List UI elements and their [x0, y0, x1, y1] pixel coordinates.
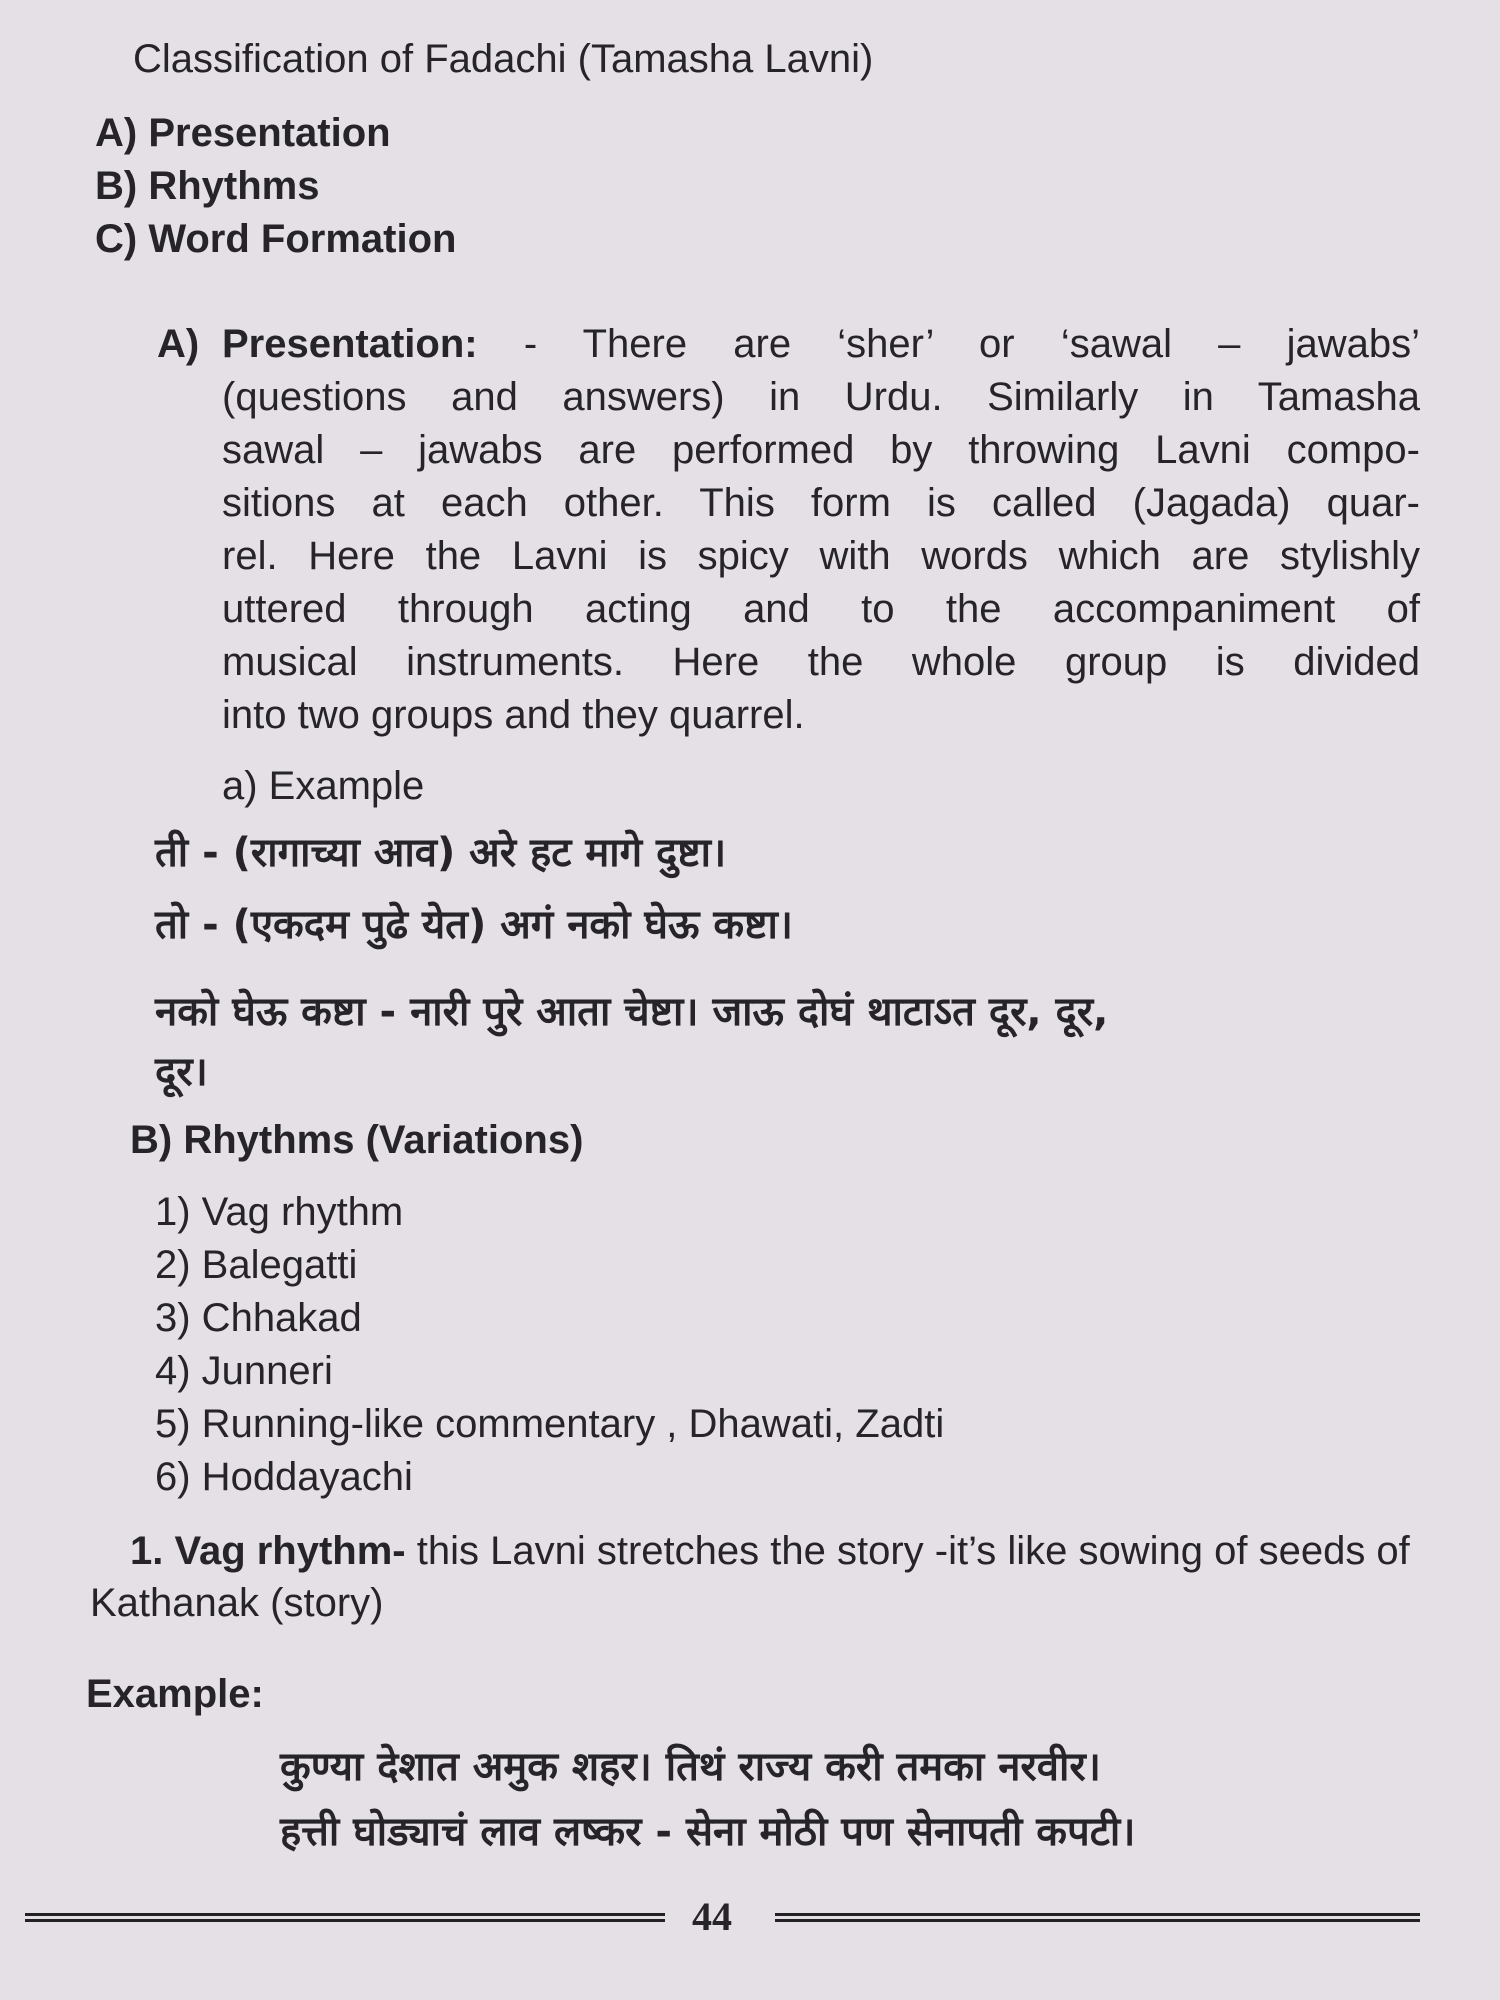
page-number: 44: [692, 1894, 732, 1939]
rhythm-list-item: 4) Junneri: [155, 1349, 333, 1393]
vag-rhythm-paragraph: [90, 1525, 1420, 1629]
presentation-line: sawal – jawabs are performed by throwing Lavni compo-: [222, 428, 1420, 472]
marathi-verse-line: तो - (एकदम पुढे येत) अगं नको घेऊ कष्टा।: [155, 902, 793, 948]
marathi-verse-line: हत्ती घोड्याचं लाव लष्कर - सेना मोठी पण सेनापती कपटी।: [280, 1809, 1136, 1855]
page-title: Classification of Fadachi (Tamasha Lavni): [133, 37, 874, 81]
marathi-verse-line: ती - (रागाच्या आव) अरे हट मागे दुष्टा।: [155, 830, 727, 876]
classification-item: A) Presentation: [95, 111, 391, 155]
presentation-heading: Presentation:: [222, 322, 478, 366]
rhythm-list-item: 3) Chhakad: [155, 1296, 362, 1340]
rhythm-list-item: 1) Vag rhythm: [155, 1190, 404, 1234]
presentation-line: - There are ‘sher’ or ‘sawal – jawabs’: [523, 322, 1420, 366]
marathi-verse-line: कुण्या देशात अमुक शहर। तिथं राज्य करी तमका नरवीर।: [280, 1744, 1101, 1790]
rhythm-list-item: 2) Balegatti: [155, 1243, 358, 1287]
presentation-line: rel. Here the Lavni is spicy with words which are stylishly: [222, 534, 1420, 578]
rhythm-list-item: 5) Running-like commentary , Dhawati, Zadti: [155, 1402, 945, 1446]
vag-rhythm-heading: 1. Vag rhythm-: [130, 1529, 406, 1573]
marathi-verse-line: दूर।: [155, 1049, 208, 1095]
rhythms-heading: B) Rhythms (Variations): [130, 1118, 584, 1162]
classification-item: C) Word Formation: [95, 217, 457, 261]
presentation-line: uttered through acting and to the accompaniment of: [222, 587, 1420, 631]
presentation-label: A): [157, 322, 200, 366]
example-label: a) Example: [222, 764, 425, 808]
marathi-verse-line: नको घेऊ कष्टा - नारी पुरे आता चेष्टा। जाऊ दोघं थाटाऽत दूर, दूर,: [155, 989, 1109, 1035]
vag-rhythm-text: this Lavni stretches the story -it’s like sowing of seeds of Kathanak (story): [90, 1529, 1410, 1625]
footer-rule-left: [25, 1913, 665, 1922]
presentation-paragraph: [222, 318, 1420, 742]
presentation-line: (questions and answers) in Urdu. Similarly in Tamasha: [222, 375, 1420, 419]
example-heading: Example:: [86, 1672, 264, 1716]
footer-rule-right: [775, 1913, 1420, 1922]
classification-item: B) Rhythms: [95, 164, 320, 208]
presentation-line: musical instruments. Here the whole group is divided: [222, 640, 1420, 684]
presentation-line: sitions at each other. This form is called (Jagada) quar-: [222, 481, 1420, 525]
rhythm-list-item: 6) Hoddayachi: [155, 1455, 413, 1499]
presentation-line: into two groups and they quarrel.: [222, 693, 805, 737]
